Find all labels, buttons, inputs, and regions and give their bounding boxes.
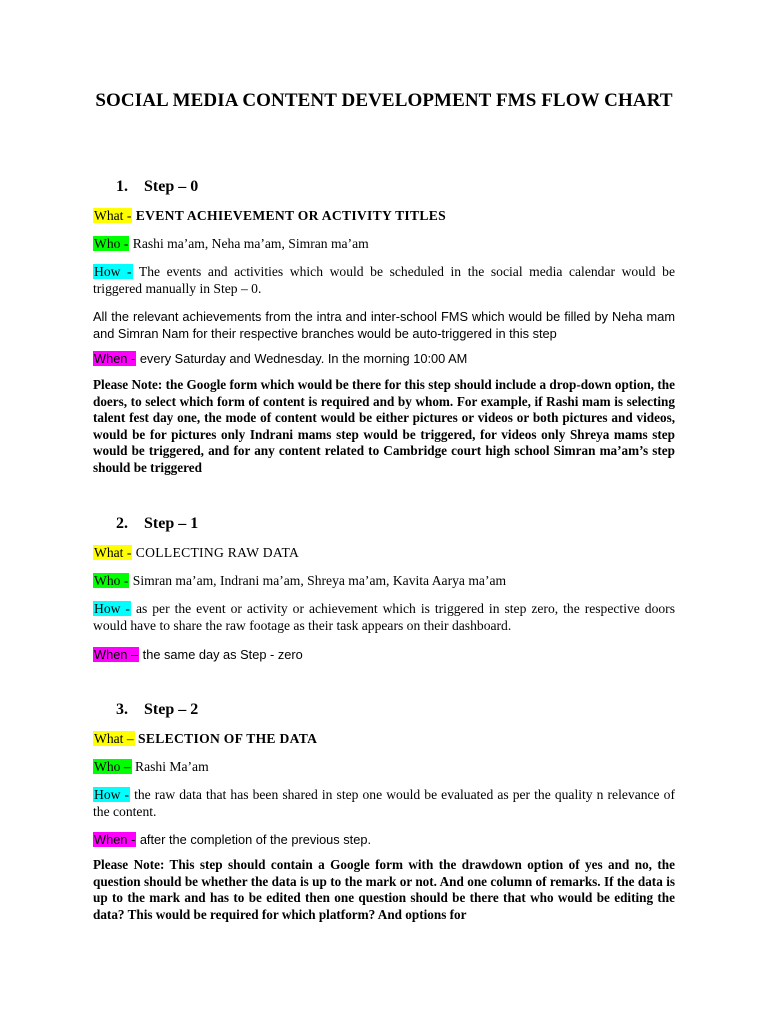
when-line <box>93 646 675 663</box>
how-line <box>93 263 675 297</box>
step-heading <box>116 700 198 720</box>
step-number: 1. <box>116 178 128 195</box>
extra-paragraph: All the relevant achievements from the intra and inter-school FMS which would be filled by Neha mam and Simran Nam for their respective branches would be auto-triggered in this step <box>93 309 675 341</box>
step-heading <box>116 514 198 534</box>
step-title: Step – 0 <box>144 178 199 195</box>
when-value: the same day as Step - zero <box>142 647 303 662</box>
when-line <box>93 350 675 367</box>
note-paragraph: Please Note: This step should contain a Google form with the drawdown option of yes and no, the question should be whether the data is up to the mark or not. And one column of remarks. If the data is up to the mark and has to be edited then one question should be there that who would be editing the data? This would be required for which platform? And options for <box>93 857 675 922</box>
when-value: every Saturday and Wednesday. In the morning 10:00 AM <box>139 351 468 366</box>
note-paragraph: Please Note: the Google form which would be there for this step should include a drop-down option, the doers, to select which form of content is required and by whom. For example, if Rashi mam is selecting talent fest day one, the mode of content would be either pictures or videos or both pictures and videos, would be for pictures only Indrani mams step would be triggered, for videos only Shreya mams step would be triggered, and for any content related to Cambridge court high school Simran ma’am’s step should be triggered <box>93 377 675 475</box>
what-line <box>93 730 675 747</box>
how-line <box>93 786 675 820</box>
step-heading <box>116 177 198 197</box>
when-label: When – <box>94 647 139 662</box>
what-line <box>93 544 675 561</box>
who-label: Who - <box>94 236 129 251</box>
step-number: 3. <box>116 701 128 718</box>
how-value: as per the event or activity or achievement which is triggered in step zero, the respective doors would have to share the raw footage as their task appears on their dashboard. <box>93 601 675 633</box>
who-label: Who – <box>94 759 131 774</box>
what-label: What - <box>94 545 132 560</box>
how-line <box>93 600 675 634</box>
what-value: COLLECTING RAW DATA <box>135 545 300 560</box>
step-title: Step – 2 <box>144 701 199 718</box>
what-value: SELECTION OF THE DATA <box>138 731 318 746</box>
what-label: What - <box>94 208 132 223</box>
when-value: after the completion of the previous step. <box>139 832 372 847</box>
how-label: How - <box>94 264 132 279</box>
when-label: When - <box>94 351 136 366</box>
how-label: How - <box>94 787 130 802</box>
who-line <box>93 758 675 775</box>
who-value: Rashi ma’am, Neha ma’am, Simran ma’am <box>132 236 369 251</box>
who-value: Rashi Ma’am <box>135 759 209 774</box>
step-number: 2. <box>116 515 128 532</box>
who-value: Simran ma’am, Indrani ma’am, Shreya ma’am, Kavita Aarya ma’am <box>132 573 507 588</box>
when-label: When - <box>94 832 136 847</box>
who-line <box>93 572 675 589</box>
when-line <box>93 831 675 848</box>
step-title: Step – 1 <box>144 515 199 532</box>
who-line <box>93 235 675 252</box>
how-label: How - <box>94 601 130 616</box>
document-title: SOCIAL MEDIA CONTENT DEVELOPMENT FMS FLOW CHART <box>95 90 673 111</box>
how-value: the raw data that has been shared in step one would be evaluated as per the quality n relevance of the content. <box>93 787 675 819</box>
what-value: EVENT ACHIEVEMENT OR ACTIVITY TITLES <box>135 208 446 223</box>
what-label: What – <box>94 731 134 746</box>
how-value: The events and activities which would be scheduled in the social media calendar would be triggered manually in Step – 0. <box>93 264 675 296</box>
what-line <box>93 207 675 224</box>
who-label: Who - <box>94 573 129 588</box>
